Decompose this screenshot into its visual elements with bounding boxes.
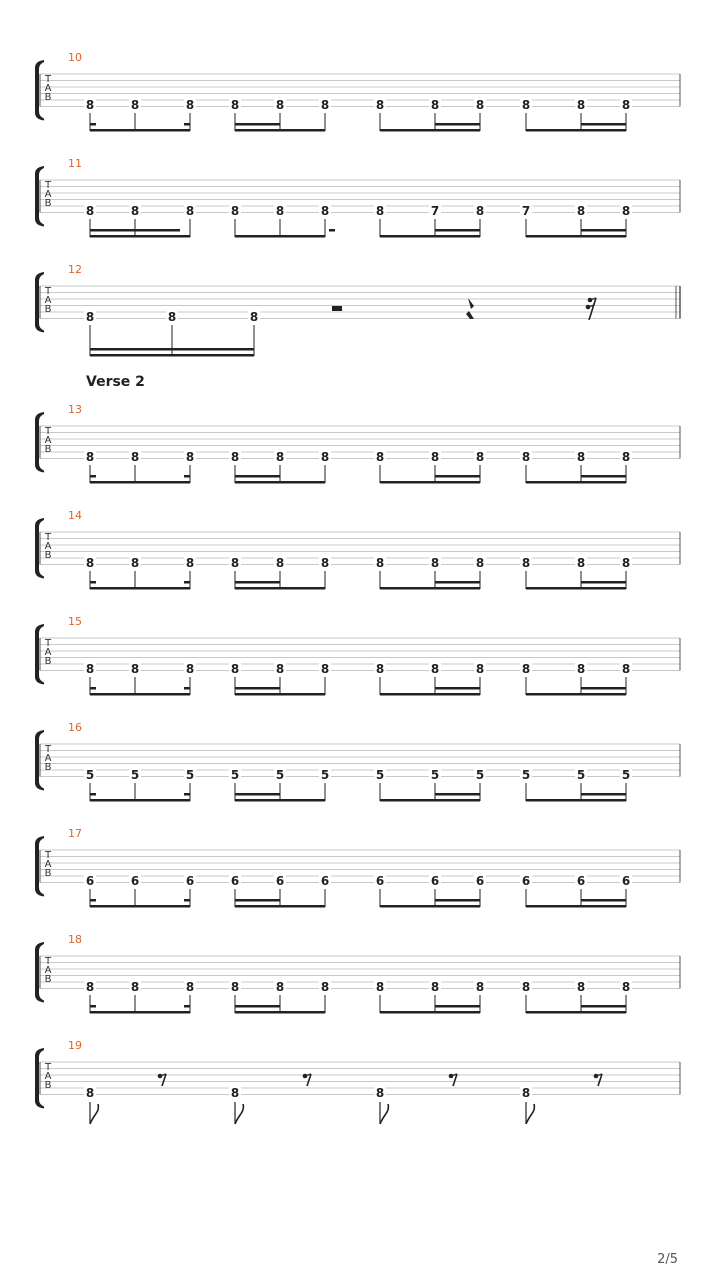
tab-clef-letter: B	[44, 1080, 52, 1091]
partial-beam	[184, 793, 190, 796]
fret-number: 8	[85, 450, 95, 464]
fret-number: 8	[430, 450, 440, 464]
partial-beam	[184, 123, 190, 126]
tab-clef-letter: A	[44, 435, 52, 446]
beam	[90, 129, 190, 132]
fret-number: 8	[185, 98, 195, 112]
fret-number: 7	[521, 204, 531, 218]
partial-beam	[90, 687, 96, 690]
fret-number: 8	[230, 98, 240, 112]
secondary-beam	[581, 581, 626, 584]
beam	[235, 693, 325, 696]
tab-clef-letter: T	[44, 532, 52, 543]
fret-number: 5	[576, 768, 586, 782]
fret-number: 8	[521, 1086, 531, 1100]
fret-number: 8	[521, 450, 531, 464]
fret-number: 8	[621, 204, 631, 218]
secondary-beam	[435, 687, 480, 690]
page-number: 2/5	[657, 1252, 678, 1267]
fret-number: 8	[475, 204, 485, 218]
fret-number: 8	[576, 204, 586, 218]
fret-number: 8	[249, 310, 259, 324]
partial-beam	[90, 123, 96, 126]
fret-number: 8	[275, 450, 285, 464]
fret-number: 7	[430, 204, 440, 218]
fret-number: 8	[320, 980, 330, 994]
fret-number: 8	[521, 556, 531, 570]
tab-clef-letter: B	[44, 92, 52, 103]
fret-number: 8	[85, 662, 95, 676]
tab-clef-letter: A	[44, 753, 52, 764]
fret-number: 8	[230, 450, 240, 464]
secondary-beam	[435, 1005, 480, 1008]
fret-number: 5	[375, 768, 385, 782]
fret-number: 5	[230, 768, 240, 782]
tab-system	[35, 827, 680, 908]
beam	[235, 1011, 325, 1014]
fret-number: 6	[185, 874, 195, 888]
beam	[380, 1011, 480, 1014]
fret-number: 8	[185, 980, 195, 994]
fret-number: 8	[430, 980, 440, 994]
secondary-beam	[581, 475, 626, 478]
tab-clef-letter: B	[44, 304, 52, 315]
tab-clef-letter: T	[44, 956, 52, 967]
tab-clef-letter: B	[44, 762, 52, 773]
fret-number: 8	[230, 556, 240, 570]
beam	[90, 587, 190, 590]
secondary-beam	[581, 229, 626, 232]
fret-number: 5	[130, 768, 140, 782]
fret-number: 8	[375, 98, 385, 112]
fret-number: 8	[130, 980, 140, 994]
secondary-beam	[90, 348, 254, 351]
measure-number: 13	[68, 403, 82, 416]
secondary-beam	[581, 899, 626, 902]
fret-number: 8	[621, 980, 631, 994]
eighth-rest-icon	[158, 1074, 166, 1086]
beam	[526, 905, 626, 908]
fret-number: 6	[230, 874, 240, 888]
beam	[90, 905, 190, 908]
fret-number: 8	[185, 662, 195, 676]
measure-number: 18	[68, 933, 82, 946]
tab-clef-letter: B	[44, 550, 52, 561]
fret-number: 5	[275, 768, 285, 782]
tab-clef-letter: T	[44, 850, 52, 861]
note-flag	[526, 1104, 534, 1124]
tab-clef-letter: B	[44, 868, 52, 879]
fret-number: 5	[621, 768, 631, 782]
partial-beam	[184, 687, 190, 690]
fret-number: 6	[430, 874, 440, 888]
beam	[380, 235, 480, 238]
beam	[235, 905, 325, 908]
tab-clef-letter: B	[44, 974, 52, 985]
note-flag	[90, 1104, 98, 1124]
measure-number: 16	[68, 721, 82, 734]
secondary-beam	[235, 793, 280, 796]
partial-beam	[184, 581, 190, 584]
tab-system	[35, 403, 680, 484]
fret-number: 8	[576, 556, 586, 570]
secondary-beam	[235, 1005, 280, 1008]
fret-number: 8	[576, 98, 586, 112]
tab-clef-letter: A	[44, 1071, 52, 1082]
fret-number: 8	[430, 556, 440, 570]
fret-number: 8	[375, 662, 385, 676]
fret-number: 8	[167, 310, 177, 324]
beam	[526, 587, 626, 590]
secondary-beam	[435, 123, 480, 126]
fret-number: 8	[375, 980, 385, 994]
fret-number: 8	[375, 204, 385, 218]
secondary-beam	[235, 123, 280, 126]
fret-number: 8	[621, 662, 631, 676]
tab-clef-letter: A	[44, 541, 52, 552]
tab-system	[35, 157, 680, 238]
fret-number: 8	[576, 450, 586, 464]
beam	[380, 481, 480, 484]
fret-number: 8	[85, 556, 95, 570]
tab-system	[35, 1039, 680, 1124]
beam	[380, 587, 480, 590]
beam	[526, 129, 626, 132]
tab-clef-letter: A	[44, 859, 52, 870]
partial-beam	[90, 793, 96, 796]
tab-clef-letter: T	[44, 744, 52, 755]
fret-number: 5	[320, 768, 330, 782]
fret-number: 6	[275, 874, 285, 888]
beam	[526, 799, 626, 802]
beam	[90, 1011, 190, 1014]
secondary-beam	[581, 123, 626, 126]
tab-clef-letter: T	[44, 1062, 52, 1073]
section-label: Verse 2	[86, 374, 145, 390]
partial-beam	[329, 229, 335, 232]
fret-number: 8	[130, 662, 140, 676]
tab-clef-letter: T	[44, 426, 52, 437]
partial-beam	[184, 1005, 190, 1008]
secondary-beam	[235, 687, 280, 690]
secondary-beam	[435, 793, 480, 796]
beam	[526, 1011, 626, 1014]
beam	[90, 481, 190, 484]
fret-number: 8	[621, 450, 631, 464]
partial-beam	[90, 899, 96, 902]
secondary-beam	[581, 687, 626, 690]
fret-number: 8	[275, 980, 285, 994]
eighth-rest-icon	[594, 1074, 602, 1086]
fret-number: 8	[320, 662, 330, 676]
fret-number: 8	[375, 556, 385, 570]
beam	[526, 235, 626, 238]
partial-beam	[90, 475, 96, 478]
tab-clef-letter: B	[44, 444, 52, 455]
fret-number: 8	[621, 98, 631, 112]
fret-number: 6	[85, 874, 95, 888]
beam	[380, 693, 480, 696]
partial-beam	[90, 581, 96, 584]
partial-beam	[184, 475, 190, 478]
tab-clef-letter: B	[44, 656, 52, 667]
fret-number: 8	[185, 204, 195, 218]
beam	[380, 799, 480, 802]
fret-number: 8	[230, 1086, 240, 1100]
tab-clef-letter: B	[44, 198, 52, 209]
beam	[235, 587, 325, 590]
measure-number: 17	[68, 827, 82, 840]
beam	[235, 129, 325, 132]
fret-number: 8	[320, 556, 330, 570]
beam	[526, 693, 626, 696]
secondary-beam	[581, 1005, 626, 1008]
sixteenth-rest-icon	[586, 298, 596, 320]
beam	[90, 354, 254, 357]
fret-number: 8	[275, 204, 285, 218]
tab-clef-letter: A	[44, 83, 52, 94]
tab-system	[35, 51, 680, 132]
tab-clef-letter: A	[44, 295, 52, 306]
fret-number: 8	[185, 556, 195, 570]
fret-number: 8	[130, 98, 140, 112]
tab-clef-letter: A	[44, 965, 52, 976]
fret-number: 8	[85, 204, 95, 218]
fret-number: 6	[521, 874, 531, 888]
beam	[380, 905, 480, 908]
fret-number: 8	[576, 980, 586, 994]
fret-number: 8	[230, 662, 240, 676]
beam	[526, 481, 626, 484]
tab-clef-letter: A	[44, 647, 52, 658]
fret-number: 8	[521, 980, 531, 994]
secondary-beam	[581, 793, 626, 796]
beam	[235, 481, 325, 484]
tab-clef-letter: T	[44, 74, 52, 85]
fret-number: 6	[130, 874, 140, 888]
beam	[235, 235, 325, 238]
measure-number: 14	[68, 509, 82, 522]
partial-beam	[184, 899, 190, 902]
fret-number: 8	[275, 98, 285, 112]
fret-number: 8	[475, 980, 485, 994]
secondary-beam	[435, 475, 480, 478]
note-flag	[235, 1104, 243, 1124]
beam	[90, 235, 190, 238]
fret-number: 8	[320, 450, 330, 464]
fret-number: 8	[475, 556, 485, 570]
fret-number: 8	[576, 662, 586, 676]
fret-number: 8	[130, 450, 140, 464]
note-flag	[380, 1104, 388, 1124]
fret-number: 8	[130, 204, 140, 218]
fret-number: 8	[275, 662, 285, 676]
fret-number: 8	[521, 98, 531, 112]
fret-number: 8	[85, 980, 95, 994]
fret-number: 8	[85, 1086, 95, 1100]
fret-number: 8	[430, 98, 440, 112]
secondary-beam	[90, 229, 180, 232]
fret-number: 8	[230, 980, 240, 994]
measure-number: 12	[68, 263, 82, 276]
measure-number: 10	[68, 51, 82, 64]
tab-clef-letter: A	[44, 189, 52, 200]
fret-number: 8	[430, 662, 440, 676]
secondary-beam	[235, 581, 280, 584]
tab-system	[35, 509, 680, 590]
fret-number: 8	[130, 556, 140, 570]
beam	[380, 129, 480, 132]
fret-number: 5	[430, 768, 440, 782]
fret-number: 8	[475, 662, 485, 676]
fret-number: 8	[375, 1086, 385, 1100]
tab-system	[35, 615, 680, 696]
fret-number: 8	[85, 310, 95, 324]
half-rest-icon	[332, 306, 342, 311]
measure-number: 19	[68, 1039, 82, 1052]
tab-clef-letter: T	[44, 180, 52, 191]
secondary-beam	[235, 899, 280, 902]
fret-number: 6	[475, 874, 485, 888]
quarter-rest-icon	[466, 298, 474, 319]
fret-number: 8	[275, 556, 285, 570]
fret-number: 5	[185, 768, 195, 782]
fret-number: 6	[375, 874, 385, 888]
fret-number: 5	[521, 768, 531, 782]
tab-clef-letter: T	[44, 638, 52, 649]
measure-number: 15	[68, 615, 82, 628]
fret-number: 5	[475, 768, 485, 782]
fret-number: 8	[521, 662, 531, 676]
fret-number: 8	[320, 204, 330, 218]
fret-number: 8	[85, 98, 95, 112]
beam	[235, 799, 325, 802]
secondary-beam	[435, 229, 480, 232]
secondary-beam	[435, 899, 480, 902]
fret-number: 8	[320, 98, 330, 112]
tab-system	[35, 263, 680, 357]
partial-beam	[90, 1005, 96, 1008]
measure-number: 11	[68, 157, 82, 170]
beam	[90, 693, 190, 696]
secondary-beam	[435, 581, 480, 584]
fret-number: 8	[230, 204, 240, 218]
fret-number: 6	[576, 874, 586, 888]
fret-number: 6	[320, 874, 330, 888]
fret-number: 6	[621, 874, 631, 888]
fret-number: 8	[185, 450, 195, 464]
fret-number: 8	[475, 450, 485, 464]
eighth-rest-icon	[449, 1074, 457, 1086]
beam	[90, 799, 190, 802]
fret-number: 8	[475, 98, 485, 112]
tab-system	[35, 721, 680, 802]
fret-number: 8	[375, 450, 385, 464]
fret-number: 8	[621, 556, 631, 570]
secondary-beam	[235, 475, 280, 478]
eighth-rest-icon	[303, 1074, 311, 1086]
fret-number: 5	[85, 768, 95, 782]
tab-system	[35, 933, 680, 1014]
tab-clef-letter: T	[44, 286, 52, 297]
